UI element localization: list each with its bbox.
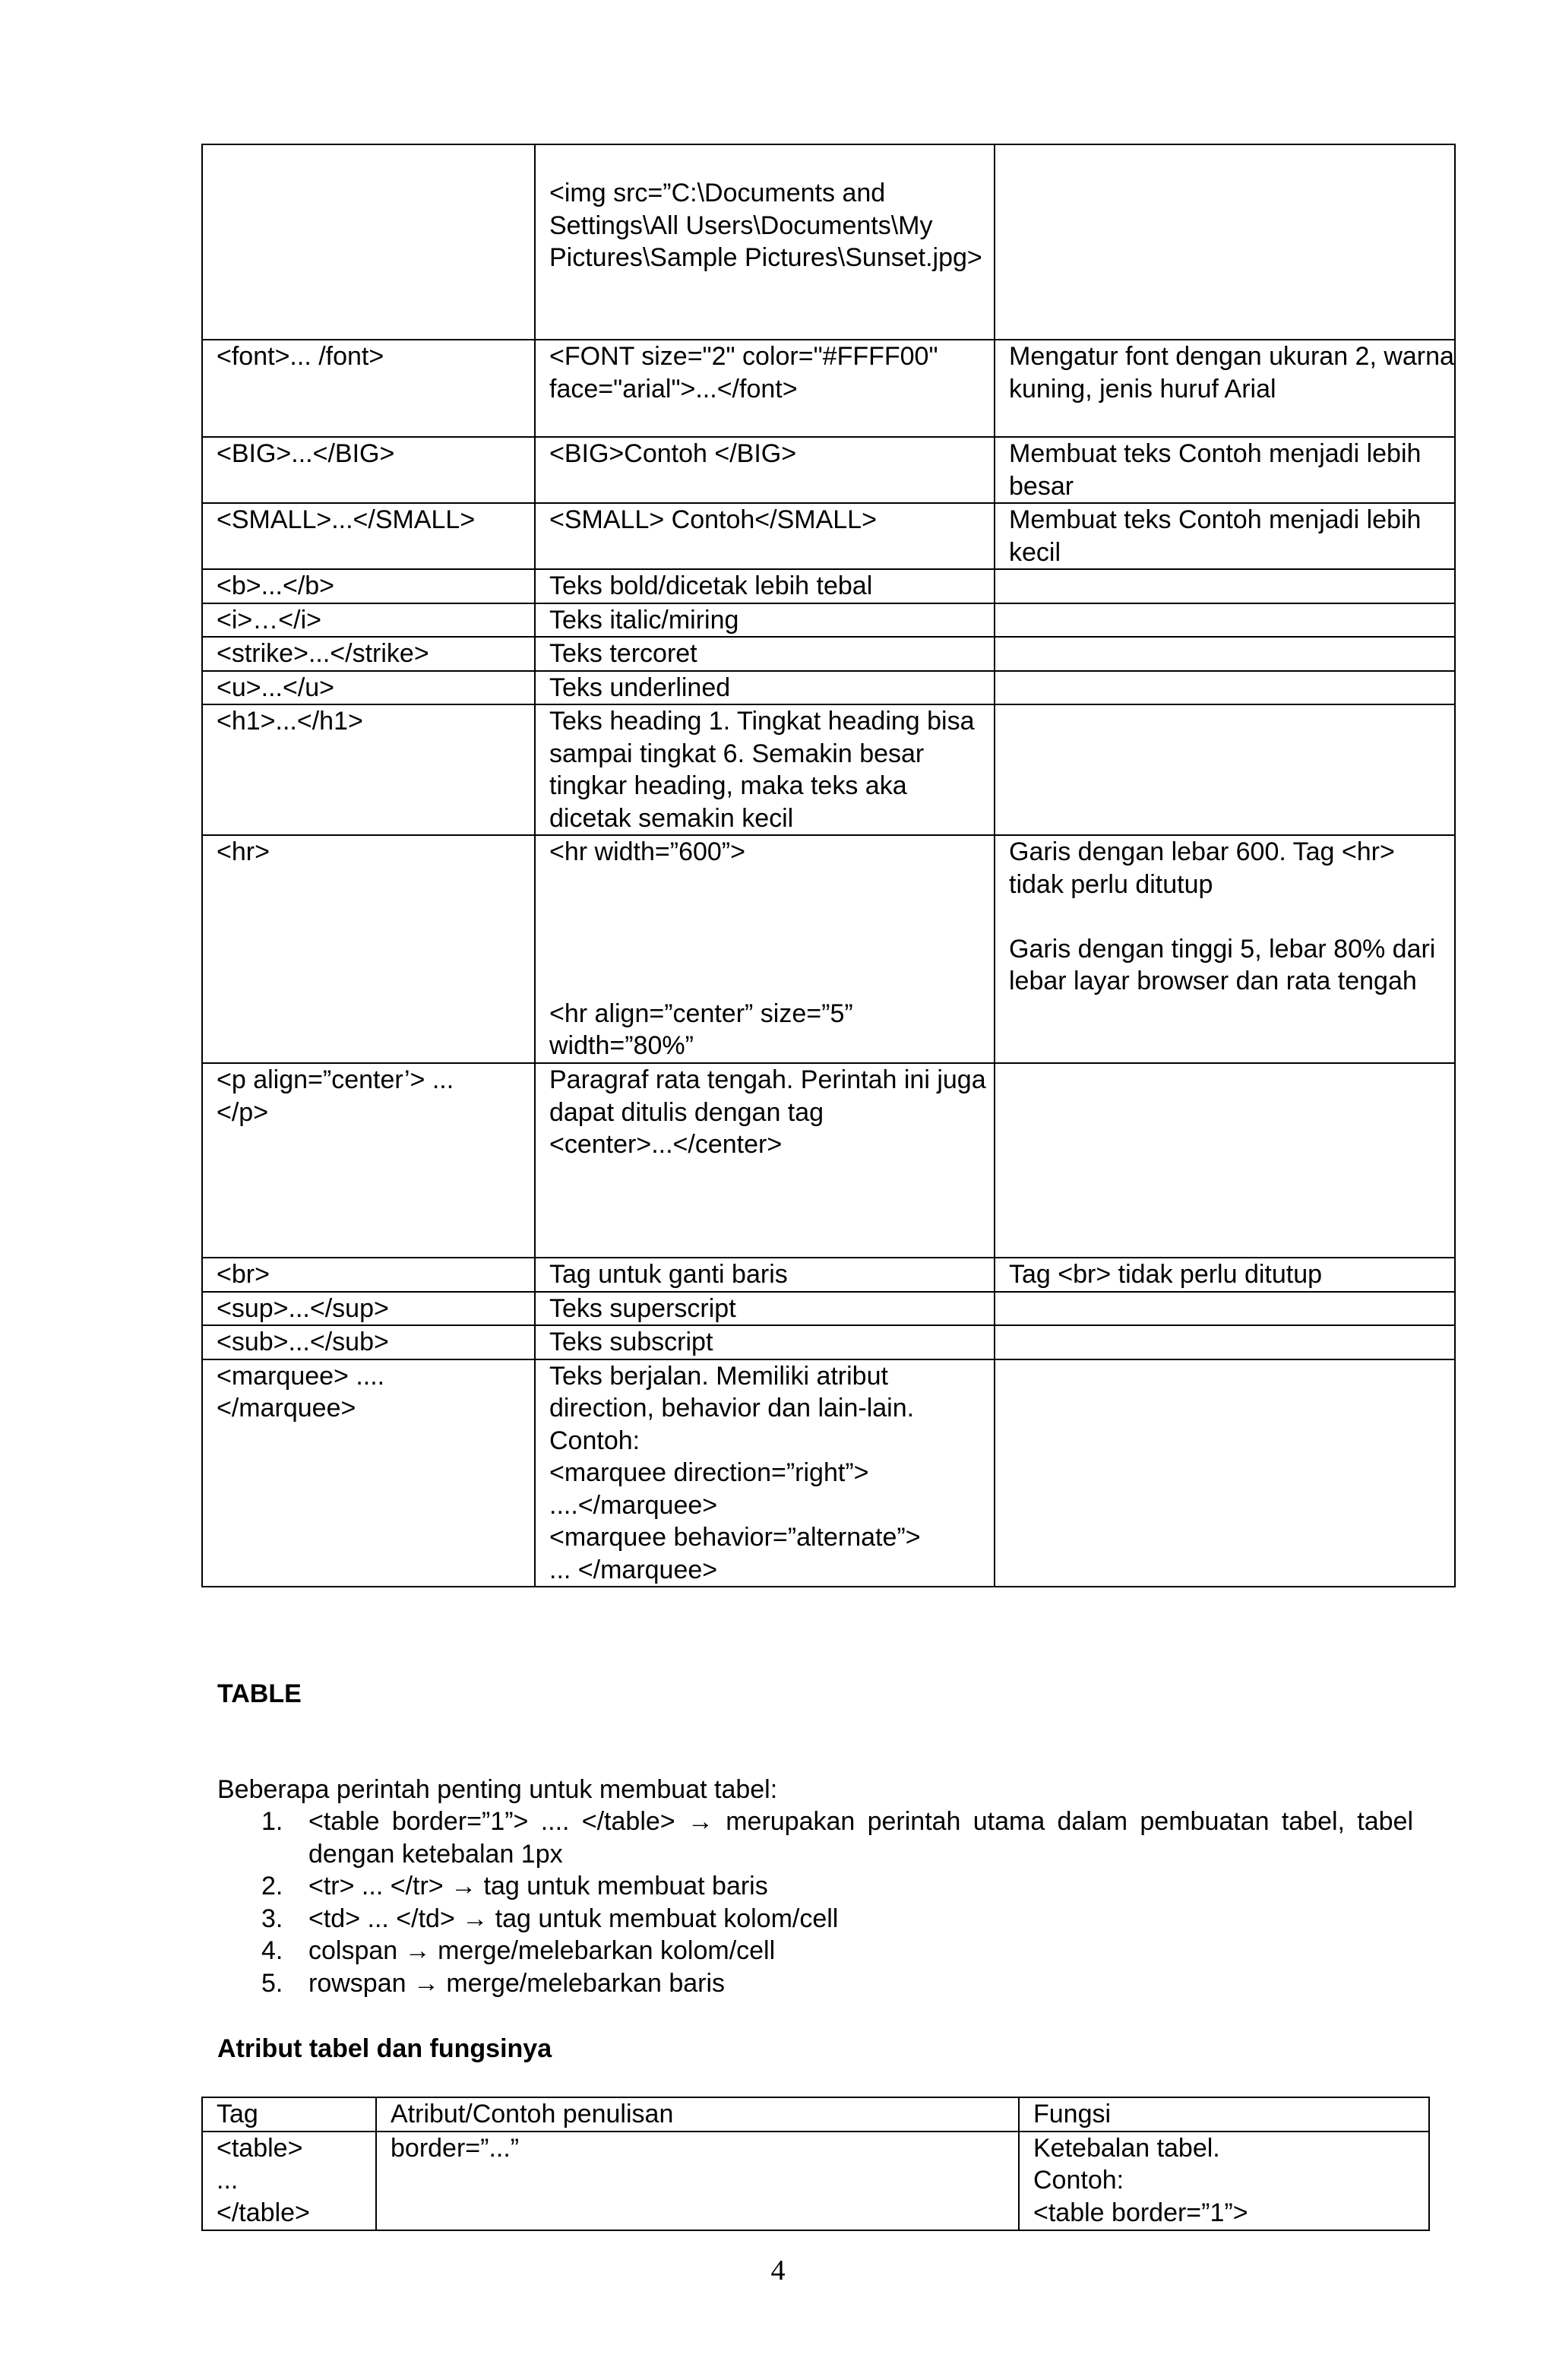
list-item-text: rowspan → merge/melebarkan baris xyxy=(308,1968,726,1998)
table-row xyxy=(202,671,1455,705)
list-item-text: <td> ... </td> → tag untuk membuat kolom/cell xyxy=(308,1904,839,1933)
table-row xyxy=(202,503,1455,569)
example-cell: Teks heading 1. Tingkat heading bisa sampai tingkat 6. Semakin besar tingkar heading, maka teks aka dicetak semakin kecil xyxy=(535,704,995,835)
example-cell: Teks italic/miring xyxy=(535,603,995,638)
description-cell xyxy=(995,603,1455,638)
table-command-list xyxy=(217,1806,1413,1999)
table-row xyxy=(202,637,1455,671)
column-header-attribute: Atribut/Contoh penulisan xyxy=(376,2097,1019,2132)
tag-cell: <sub>...</sub> xyxy=(202,1325,535,1359)
description-cell xyxy=(995,569,1455,603)
list-item xyxy=(217,1806,1413,1870)
list-item xyxy=(217,1935,1413,1967)
example-cell: <hr width=”600”> <hr align=”center” size=”5” width=”80%” xyxy=(535,835,995,1063)
list-item-text: colspan → merge/melebarkan kolom/cell xyxy=(308,1936,776,1965)
example-cell: Teks berjalan. Memiliki atribut direction, behavior dan lain-lain. Contoh: <marquee direction=”right”> ....</marquee> <marquee behavior=”alternate”> ... </marquee> xyxy=(535,1359,995,1587)
example-cell: Teks superscript xyxy=(535,1292,995,1326)
section-heading-attributes: Atribut tabel dan fungsinya xyxy=(217,2034,552,2063)
section-heading-table: TABLE xyxy=(217,1679,302,1708)
table-row xyxy=(202,1292,1455,1326)
list-item-number: 1. xyxy=(261,1807,283,1836)
page-number: 4 xyxy=(770,2255,786,2287)
description-cell: Membuat teks Contoh menjadi lebih kecil xyxy=(995,503,1455,569)
description-cell: Membuat teks Contoh menjadi lebih besar xyxy=(995,437,1455,503)
table-row xyxy=(202,603,1455,638)
tag-cell: <marquee> .... </marquee> xyxy=(202,1359,535,1587)
list-item-text: <table border=”1”> .... </table> → merupakan perintah utama dalam pembuatan tabel, tabel dengan ketebalan 1px xyxy=(308,1807,1413,1869)
tag-cell: <SMALL>...</SMALL> xyxy=(202,503,535,569)
description-cell xyxy=(995,671,1455,705)
tag-cell: <strike>...</strike> xyxy=(202,637,535,671)
table-row xyxy=(202,340,1455,437)
list-item-number: 4. xyxy=(261,1936,283,1965)
description-cell xyxy=(995,1325,1455,1359)
list-item-number: 2. xyxy=(261,1872,283,1901)
column-header-function: Fungsi xyxy=(1019,2097,1429,2132)
table-row xyxy=(202,1063,1455,1258)
tag-cell: <br> xyxy=(202,1258,535,1292)
table-row xyxy=(202,1258,1455,1292)
column-header-tag: Tag xyxy=(202,2097,376,2132)
description-cell xyxy=(995,1359,1455,1587)
description-cell xyxy=(995,1292,1455,1326)
list-item xyxy=(217,1967,1413,2000)
example-cell: Teks underlined xyxy=(535,671,995,705)
list-item-number: 5. xyxy=(261,1968,283,1998)
example-cell: <BIG>Contoh </BIG> xyxy=(535,437,995,503)
list-item-number: 3. xyxy=(261,1904,283,1933)
example-cell: Teks bold/dicetak lebih tebal xyxy=(535,569,995,603)
example-cell: Tag untuk ganti baris xyxy=(535,1258,995,1292)
function-cell: Ketebalan tabel. Contoh: <table border=”1”> xyxy=(1019,2132,1429,2230)
description-cell: Garis dengan lebar 600. Tag <hr> tidak perlu ditutup Garis dengan tinggi 5, lebar 80% dari lebar layar browser dan rata tengah xyxy=(995,835,1455,1063)
table-row xyxy=(202,437,1455,503)
tag-cell: <i>…</i> xyxy=(202,603,535,638)
description-cell xyxy=(995,144,1455,340)
tag-cell: <p align=”center’> ... </p> xyxy=(202,1063,535,1258)
tag-cell: <hr> xyxy=(202,835,535,1063)
tag-cell: <table> ... </table> xyxy=(202,2132,376,2230)
table-row xyxy=(202,835,1455,1063)
description-cell: Tag <br> tidak perlu ditutup xyxy=(995,1258,1455,1292)
table-row xyxy=(202,144,1455,340)
tag-cell: <BIG>...</BIG> xyxy=(202,437,535,503)
list-item xyxy=(217,1870,1413,1903)
table-row xyxy=(202,2132,1429,2230)
example-cell: Paragraf rata tengah. Perintah ini juga dapat ditulis dengan tag <center>...</center> xyxy=(535,1063,995,1258)
table-intro-text: Beberapa perintah penting untuk membuat tabel: xyxy=(217,1775,778,1804)
example-cell: <img src=”C:\Documents and Settings\All Users\Documents\My Pictures\Sample Pictures\Sunset.jpg> xyxy=(535,144,995,340)
list-item xyxy=(217,1903,1413,1935)
description-cell xyxy=(995,1063,1455,1258)
example-cell: Teks tercoret xyxy=(535,637,995,671)
example-cell: Teks subscript xyxy=(535,1325,995,1359)
description-cell xyxy=(995,704,1455,835)
description-cell xyxy=(995,637,1455,671)
tag-cell: <u>...</u> xyxy=(202,671,535,705)
table-row xyxy=(202,704,1455,835)
list-item-text: <tr> ... </tr> → tag untuk membuat baris xyxy=(308,1872,768,1901)
table-row xyxy=(202,569,1455,603)
example-cell: <SMALL> Contoh</SMALL> xyxy=(535,503,995,569)
table-header-row xyxy=(202,2097,1429,2132)
table-attribute-table xyxy=(201,2097,1430,2231)
tag-cell: <sup>...</sup> xyxy=(202,1292,535,1326)
table-row xyxy=(202,1325,1455,1359)
attribute-cell: border=”...” xyxy=(376,2132,1019,2230)
table-row xyxy=(202,1359,1455,1587)
tag-cell: <h1>...</h1> xyxy=(202,704,535,835)
html-tag-table xyxy=(201,144,1462,1587)
tag-cell: <font>... /font> xyxy=(202,340,535,437)
tag-cell: <b>...</b> xyxy=(202,569,535,603)
description-cell: Mengatur font dengan ukuran 2, warna kuning, jenis huruf Arial xyxy=(995,340,1455,437)
tag-cell xyxy=(202,144,535,340)
example-cell: <FONT size="2" color="#FFFF00" face="arial">...</font> xyxy=(535,340,995,437)
